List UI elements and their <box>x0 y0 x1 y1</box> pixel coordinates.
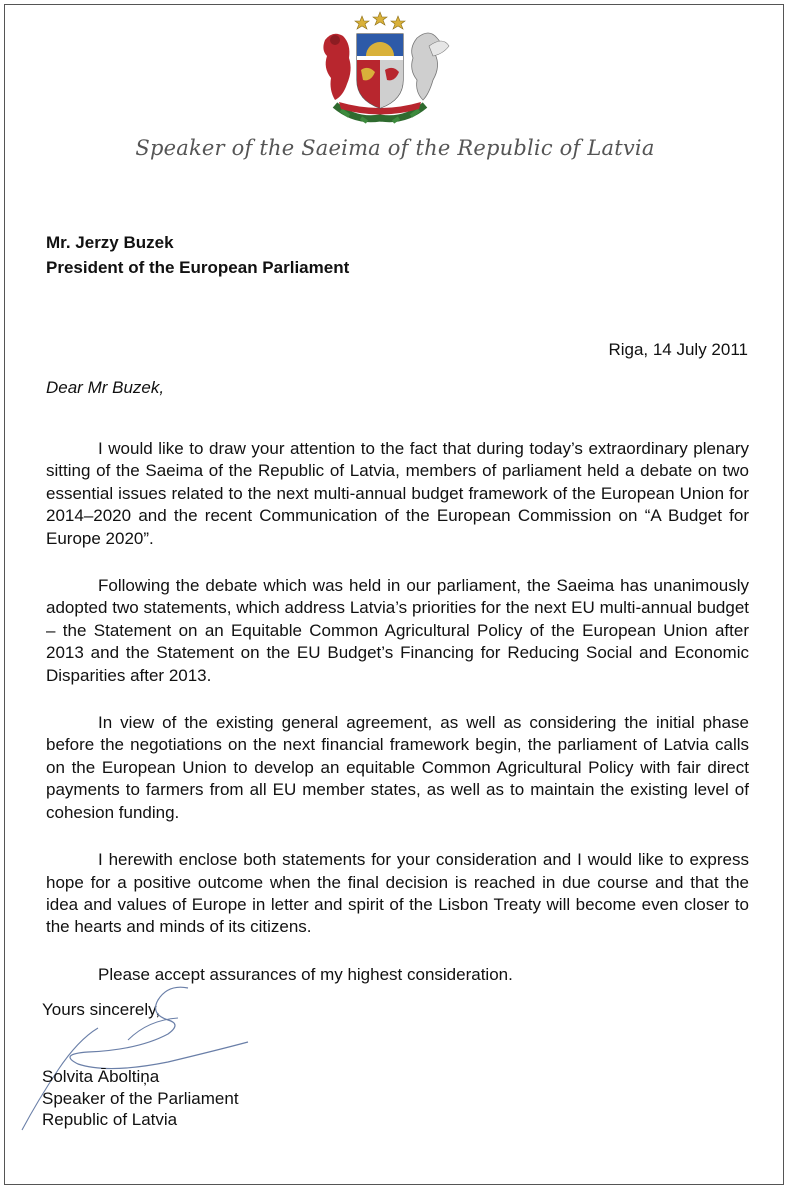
signatory-org: Republic of Latvia <box>42 1110 178 1129</box>
body-paragraph: I would like to draw your attention to the fact that during today’s extraordinary plenary sitting of the Saeima of the Republic of Latvia, members of parliament held a debate on two essential issues related to the next multi-annual budget framework of the European Union for 2014–2020 and the recent Communication of the European Commission on “A Budget for Europe 2020”. <box>46 439 749 548</box>
body-paragraph: Please accept assurances of my highest consideration. <box>98 964 513 984</box>
letter-body <box>46 438 749 986</box>
signatory-name: Solvita Āboltiņa <box>42 1067 160 1086</box>
body-paragraph: Following the debate which was held in our parliament, the Saeima has unanimously adopted two statements, which address Latvia’s priorities for the next EU multi-annual budget – the Statement on an Equitable Common Agricultural Policy of the European Union after 2013 and the Statement on the EU Budget’s Financing for Reducing Social and Economic Disparities after 2013. <box>46 576 749 685</box>
signatory-title: Speaker of the Parliament <box>42 1088 239 1108</box>
salutation: Dear Mr Buzek, <box>46 378 165 397</box>
signature-block <box>42 1066 239 1131</box>
recipient-name: Mr. Jerzy Buzek <box>46 233 174 252</box>
coat-of-arms-emblem <box>305 10 455 125</box>
recipient-block <box>46 230 349 280</box>
letter-date: Riga, 14 July 2011 <box>608 340 748 359</box>
closing: Yours sincerely, <box>42 1000 161 1019</box>
recipient-title: President of the European Parliament <box>46 258 350 277</box>
letterhead-title: Speaker of the Saeima of the Republic of Latvia <box>135 136 655 160</box>
body-paragraph: In view of the existing general agreement, as well as considering the initial phase before the negotiations on the next financial framework begin, the parliament of Latvia calls on the European Union to develop an equitable Common Agricultural Policy with fair direct payments to farmers from all EU member states, as well as to maintain the existing level of cohesion funding. <box>46 713 749 822</box>
body-paragraph: I herewith enclose both statements for your consideration and I would like to express hope for a positive outcome when the final decision is reached in due course and that the idea and values of Europe in letter and spirit of the Lisbon Treaty will become even closer to the hearts and minds of its citizens. <box>46 850 749 937</box>
